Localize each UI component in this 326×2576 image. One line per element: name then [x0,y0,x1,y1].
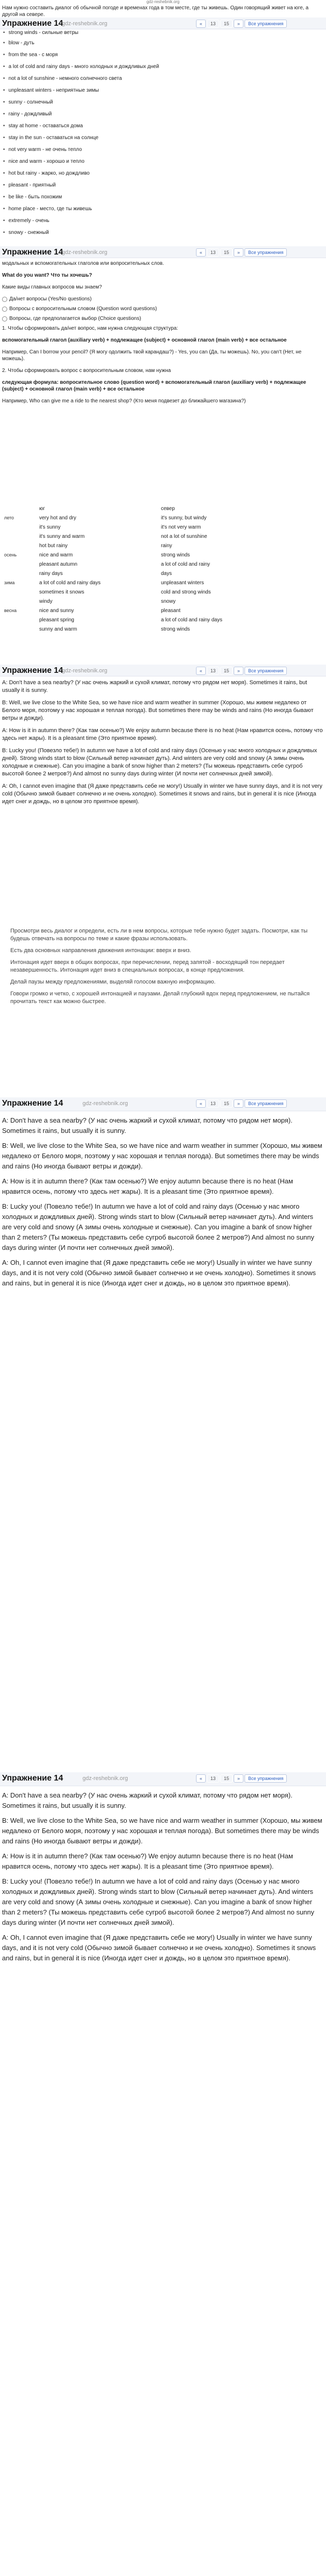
list-item: • hot but rainy - жарко, но дождливо [3,171,90,176]
exercise-header-1 [0,18,326,29]
prev-exercise-button[interactable]: « [196,1099,206,1108]
grammar-line: модальных и вспомогательных глаголов или вопросительных слов. [2,261,164,266]
next-exercise-button[interactable]: » [234,20,243,28]
prev-number[interactable]: 13 [207,667,219,675]
next-number[interactable]: 15 [220,20,233,28]
list-item: • stay in the sun - оставаться на солнце [3,135,99,141]
list-item: • be like - быть похожим [3,194,62,200]
table-cell: весна [4,608,17,613]
example-2: Например, Who can give me a ride to the nearest shop? (Кто меня подвезет до ближайшего магазина?) [2,398,246,404]
table-cell: windy [39,599,53,604]
table-row [2,561,281,570]
dialog-b1: B: Well, we live close to the White Sea, so we have nice and warm weather in summer (Хорошо, мы живем недалеко от Белого моря, поэтому у нас хорошая и теплая погода). But sometimes there may be winds and rains (Но иногда бывают ветры и дожди). [2,1142,322,1170]
next-number[interactable]: 15 [220,667,233,675]
table-cell: pleasant [161,608,181,614]
option-yes-no[interactable] [2,296,323,302]
exercise-title: Упражнение 14 [2,1774,63,1783]
next-number[interactable]: 15 [220,1774,233,1783]
table-cell: strong winds [161,552,190,558]
table-cell: a lot of cold and rainy [161,562,210,567]
pager [196,248,287,257]
dialog-b2: B: Lucky you! (Повезло тебе!) In autumn we have a lot of cold and rainy days (Осенью у нас много холодных и дождливых дней). Strong winds start to blow (Сильный ветер начинает дуть). And winters are very cold and snowy (А зимы очень холодные и снежные). Can you imagine a bank of snow higher than 2 meters? (Ты можешь представить себе сугроб высотой более 2 метров?) And almost no sunny days during winter (И почти нет солнечных дней зимой). [2,1202,315,1251]
table-cell: pleasant autumn [39,562,77,567]
list-item: • not very warm - не очень тепло [3,147,82,152]
dialog-1 [2,679,323,810]
table-cell: nice and sunny [39,608,74,614]
next-number[interactable]: 15 [220,248,233,257]
table-cell: a lot of cold and rainy days [39,580,101,586]
grammar-question: Какие виды главных вопросов мы знаем? [2,284,102,290]
dialog-a2: A: How is it in autumn there? (Как там осенью?) We enjoy autumn because there is no heat (Нам нравится осень, потому что здесь нет жары). It is a pleasant time (Это приятное время). [2,1852,294,1870]
table-cell: rainy days [39,571,63,577]
list-item: • unpleasant winters - неприятные зимы [3,88,99,93]
list-item: • blow - дуть [3,40,35,46]
next-exercise-button[interactable]: » [234,1099,243,1108]
table-header-cell: север [161,506,175,512]
table-cell: days [161,571,172,577]
prev-exercise-button[interactable]: « [196,1774,206,1783]
option-label: Да/нет вопросы (Yes/No questions) [9,296,92,302]
table-cell: not a lot of sunshine [161,534,207,539]
table-row [2,514,281,523]
table-cell: it's not very warm [161,524,201,530]
table-cell [2,542,37,551]
table-cell: осень [4,552,17,557]
list-item: • a lot of cold and rainy days - много холодных и дождливых дней [3,64,159,70]
next-exercise-button[interactable]: » [234,667,243,675]
list-item: • snowy - снежный [3,230,49,235]
prev-number[interactable]: 13 [207,20,219,28]
table-cell [2,561,37,570]
dialog-b2: B: Lucky you! (Повезло тебе!) In autumn we have a lot of cold and rainy days (Осенью у нас много холодных и дождливых дней). Strong winds start to blow (Сильный ветер начинает дуть). And winters are very cold and snowy (А зимы очень холодные и снежные). Can you imagine a bank of snow higher than 2 meters? (Ты можешь представить себе сугроб высотой более 2 метров?) And almost no sunny days during winter (И почти нет солнечных дней зимой). [2,1877,315,1926]
all-exercises-button[interactable]: Все упражнения [244,248,287,257]
dialog-a1: A: Don't have a sea nearby? (У нас очень жаркий и сухой климат, потому что рядом нет моря). Sometimes it rains, but usually it is sunny. [2,1116,292,1134]
table-cell: very hot and dry [39,515,76,521]
table-cell [2,570,37,579]
exercise-header-5 [0,1772,326,1786]
exercise-header-3 [0,665,326,676]
formula-1: вспомогательный глагол (auxiliary verb) + подлежащее (subject) + основной глагол (main verb) + все остальное [2,337,287,343]
rule-2: 2. Чтобы сформировать вопрос с вопросительным словом, нам нужна [2,368,171,374]
exercise-title: Упражнение 14 [2,1099,63,1108]
table-cell: зима [4,580,15,585]
table-header-cell [2,505,37,514]
table-cell: sometimes it snows [39,589,85,595]
dialog-b1: B: Well, we live close to the White Sea, so we have nice and warm weather in summer (Хорошо, мы живем недалеко от Белого моря, поэтому у нас хорошая и теплая погода). But sometimes there may be winds and rains (Но иногда бывают ветры и дожди). [2,700,314,721]
table-cell: cold and strong winds [161,589,211,595]
grammar-section [2,260,323,410]
tip-2: Есть два основных направления движения интонации: вверх и вниз. [10,947,191,954]
table-cell: it's sunny, but windy [161,515,207,521]
formula-2: следующая формула: вопросительное слово (question word) + вспомогательный глагол (auxiliary verb) + подлежащее (subject) + основной глагол (main verb) + все остальное [2,380,306,392]
table-row [2,551,281,561]
table-header [2,505,281,514]
dialog-a1: A: Don't have a sea nearby? (У нас очень жаркий и сухой климат, потому что рядом нет моря). Sometimes it rains, but usually it is sunny. [2,680,307,693]
list-item: • from the sea - с моря [3,52,58,58]
exercise-title: Упражнение 14 [2,666,63,675]
dialog-b1: B: Well, we live close to the White Sea, so we have nice and warm weather in summer (Хорошо, мы живем недалеко от Белого моря, поэтому у нас хорошая и теплая погода). But sometimes there may be winds and rains (Но иногда бывают ветры и дожди). [2,1817,322,1845]
exercise-title: Упражнение 14 [2,248,63,257]
watermark-inline: gdz-reshebnik.org [62,21,108,27]
dialog-a2: A: How is it in autumn there? (Как там осенью?) We enjoy autumn because there is no heat (Нам нравится осень, потому что здесь нет жары). It is a pleasant time (Это приятное время). [2,727,323,741]
table-cell [2,523,37,533]
next-number[interactable]: 15 [220,1099,233,1108]
dialog-a2: A: How is it in autumn there? (Как там осенью?) We enjoy autumn because there is no heat (Нам нравится осень, потому что здесь нет жары). It is a pleasant time (Это приятное время). [2,1177,294,1195]
table-row [2,607,281,616]
table-cell: nice and warm [39,552,73,558]
table-cell: лето [4,515,14,520]
list-item: • rainy - дождливый [3,111,52,117]
table-row [2,616,281,625]
watermark-inline: gdz-reshebnik.org [62,249,108,256]
top-watermark: gdz-reshebnik.org [146,0,180,4]
table-row [2,533,281,542]
prev-exercise-button[interactable]: « [196,248,206,257]
list-item: • extremely - очень [3,218,50,224]
exercise-header-2 [0,246,326,258]
table-cell [2,598,37,607]
prev-number[interactable]: 13 [207,1774,219,1783]
dialog-a3: A: Oh, I cannot even imagine that (Я даже представить себе не могу!) Usually in winter we have sunny days, and it is not very cold (Обычно зимой бывает солнечно и не очень холодно). Sometimes it snows and rains, but in general it is nice (Иногда идет снег и дождь, но в целом это приятное время). [2,783,322,805]
table-cell: snowy [161,599,176,604]
watermark-inline: gdz-reshebnik.org [83,1100,128,1107]
tips-section [10,927,315,1010]
option-label: Вопросы, где предполагается выбор (Choice questions) [9,316,141,321]
table-cell [2,616,37,625]
list-item: • not a lot of sunshine - немного солнечного света [3,76,122,81]
dialog-3 [2,1790,323,1968]
option-question-word[interactable] [2,306,323,312]
table-header-cell: юг [39,506,45,512]
pager [196,20,287,28]
dialog-2 [2,1115,323,1293]
table-cell: strong winds [161,626,190,632]
table-cell [2,588,37,598]
seasons-table [2,505,281,635]
table-cell [2,625,37,635]
table-cell: it's sunny and warm [39,534,85,539]
table-cell: pleasant spring [39,617,74,623]
list-item: • nice and warm - хорошо и тепло [3,159,85,164]
prev-exercise-button[interactable]: « [196,667,206,675]
grammar-example: What do you want? Что ты хочешь? [2,273,92,278]
pager [196,1099,287,1108]
dialog-b2: B: Lucky you! (Повезло тебе!) In autumn we have a lot of cold and rainy days (Осенью у нас много холодных и дождливых дней). Strong winds start to blow (Сильный ветер начинает дуть). And winters are very cold and snowy (А зимы очень холодные и снежные). Can you imagine a bank of snow higher than 2 meters? (Ты можешь представить себе сугроб высотой более 2 метров?) And almost no sunny days during winter (И почти нет солнечных дней зимой). [2,748,317,777]
list-item: • home place - место, где ты живешь [3,206,92,212]
example-1: Например, Can I borrow your pencil? (Я могу одолжить твой карандаш?) - Yes, you can (Да, ты можешь). No, you can't (Нет, не можешь). [2,349,302,362]
table-cell: unpleasant winters [161,580,204,586]
tip-3: Интонация идет вверх в общих вопросах, при перечислении, перед запятой - восходящий тон передает незавершенность. Интонация идет вниз в специальных вопросах, в конце предложения. [10,959,285,973]
prev-number[interactable]: 13 [207,1099,219,1108]
table-cell: sunny and warm [39,626,77,632]
table-cell: rainy [161,543,172,549]
all-exercises-button[interactable]: Все упражнения [244,1099,287,1108]
list-item: • strong winds - сильные ветры [3,30,78,36]
table-row [2,588,281,598]
tip-1: Просмотри весь диалог и определи, есть ли в нем вопросы, которые тебе нужно будет задать. Посмотри, как ты будешь отвечать на вопросы по теме и какие фразы использовать. [10,928,308,942]
intro-text: Нам нужно составить диалог об обычной погоде и временах года в том месте, где ты живешь. Один говорящий живет на юге, а другой на севере. [2,5,309,18]
exercise-title: Упражнение 14 [2,19,63,28]
dialog-a3: A: Oh, I cannot even imagine that (Я даже представить себе не могу!) Usually in winter we have sunny days, and it is not very cold (Обычно зимой бывает солнечно и не очень холодно). Sometimes it snows and rains, but in general it is nice (Иногда идет снег и дождь, но в целом это приятное время). [2,1259,316,1287]
prev-exercise-button[interactable]: « [196,20,206,28]
table-row [2,625,281,635]
table-row [2,523,281,533]
exercise-header-4 [0,1097,326,1111]
pager [196,1774,287,1783]
all-exercises-button[interactable]: Все упражнения [244,20,287,28]
pager [196,667,287,675]
tip-4: Делай паузы между предложениями, выделяй голосом важную информацию. [10,979,216,985]
list-item: • stay at home - оставаться дома [3,123,83,129]
next-exercise-button[interactable]: » [234,248,243,257]
table-row [2,598,281,607]
dialog-a3: A: Oh, I cannot even imagine that (Я даже представить себе не могу!) Usually in winter we have sunny days, and it is not very cold (Обычно зимой бывает солнечно и не очень холодно). Sometimes it snows and rains, but in general it is nice (Иногда идет снег и дождь, но в целом это приятное время). [2,1934,316,1962]
option-choice[interactable] [2,315,323,322]
table-row [2,570,281,579]
table-cell: a lot of cold and rainy days [161,617,222,623]
all-exercises-button[interactable]: Все упражнения [244,1774,287,1783]
table-cell: it's sunny [39,524,61,530]
tip-5: Говори громко и четко, с хорошей интонацией и паузами. Делай глубокий вдох перед предложением, не пытайся прочитать текст как можно быстрее. [10,991,310,1005]
radio-icon [2,297,7,302]
dialog-a1: A: Don't have a sea nearby? (У нас очень жаркий и сухой климат, потому что рядом нет моря). Sometimes it rains, but usually it is sunny. [2,1791,292,1809]
radio-icon [2,307,7,312]
all-exercises-button[interactable]: Все упражнения [244,667,287,675]
rule-1: 1. Чтобы сформировать да/нет вопрос, нам нужна следующая структура: [2,326,178,331]
watermark-inline: gdz-reshebnik.org [62,668,108,674]
option-label: Вопросы с вопросительным словом (Question word questions) [9,306,157,312]
radio-icon [2,316,7,321]
prev-number[interactable]: 13 [207,248,219,257]
table-cell: hot but rainy [39,543,68,549]
table-row [2,579,281,588]
table-row [2,542,281,551]
watermark-inline: gdz-reshebnik.org [83,1775,128,1782]
table-cell [2,533,37,542]
next-exercise-button[interactable]: » [234,1774,243,1783]
list-item: • sunny - солнечный [3,99,53,105]
list-item: • pleasant - приятный [3,182,56,188]
